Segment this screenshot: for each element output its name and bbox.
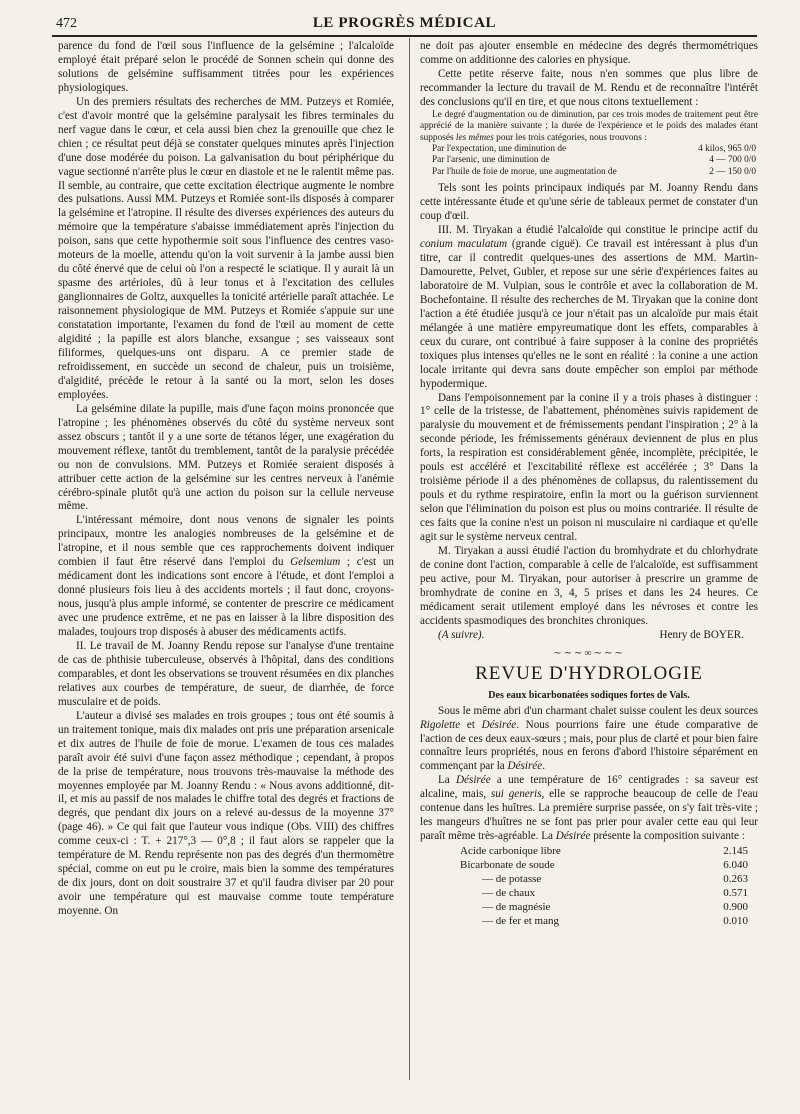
journal-title: LE PROGRÈS MÉDICAL <box>312 15 497 31</box>
paragraph: M. Tiryakan a aussi étudié l'action du bromhydrate et du chlorhydrate de conine dont l'action, comparable à celle de l'alcaloïde, est suffisamment peu active, pour M. Tiryakan, pour autoriser à prescrire un gramme de bromhydrate de conine en 3, 4, 5 prises et dans les 24 heures. Ce médicament serait utilement employé dans les névroses et contre les accidents spasmodiques des bronchites chroniques. <box>420 544 758 627</box>
results-row <box>420 155 758 166</box>
result-value: 4 kilos, 965 0/0 <box>698 143 756 154</box>
composition-value: 0.571 <box>723 887 748 900</box>
paragraph: L'auteur a divisé ses malades en trois groupes ; tous ont été soumis à un traitement tonique, mais dix malades ont pris une préparation arsenicale et dix autres de l'huile de foie de morue. L'examen de tous ces malades paraît avoir été suivi d'une façon assez méthodique ; cependant, à propos de la prise de température, nous trouvons très-mauvaise la méthode des moyennes employée par M. Joanny Rendu : « Nous avons additionné, dit-il, et mis au passif de nos malades le chiffre total des degrés et fractions de degrés, que pendant dix jours on a relevé au-dessus de la moyenne 37° (page 46). » Ce qui fait que l'auteur vous indique (Obs. VIII) des chiffres comme ceux-ci : T. + 217°,3 — 0°,8 ; il faut alors se rappeler que la température de M. Rendu représente non pas des degrés d'un thermomètre spécial, comme on eut pu le croire, mais bien la somme des températures de dix jours, dont on doit soustraire 37 et qu'il faudra diviser par 20 pour avoir une température qui est mauvaise comme toute température moyenne. On <box>58 709 394 918</box>
result-label: Par l'expectation, une diminution de <box>432 143 567 154</box>
composition-name: Bicarbonate de soude <box>460 859 555 872</box>
block-quote: Le degré d'augmentation ou de diminution, par ces trois modes de traitement peut être apprécié de la manière suivante ; la durée de l'expérience et le poids des malades étant supposés les mêmes pour les trois catégories, nous trouvons : <box>420 109 758 143</box>
left-column <box>58 40 394 919</box>
section-title: REVUE D'HYDROLOGIE <box>475 662 703 684</box>
composition-value: 0.900 <box>723 901 748 914</box>
composition-value: 2.145 <box>723 845 748 858</box>
to-follow-note: (A suivre). <box>438 628 485 641</box>
column-rule <box>409 38 410 1080</box>
result-label: Par l'huile de foie de morue, une augmentation de <box>432 166 617 177</box>
paragraph: Sous le même abri d'un charmant chalet suisse coulent les deux sources Rigolette et Désirée. Nous pourrions faire une étude comparative de l'action de ces deux eaux-sœurs ; mais, pour plus de clarté et pour bien faire connaître leurs propriétés, nous en ferons d'abord l'histoire séparément en commençant par la Désirée. <box>420 704 758 773</box>
running-head <box>52 14 757 36</box>
composition-row <box>420 858 758 872</box>
paragraph: parence du fond de l'œil sous l'influence de la gelsémine ; l'alcaloïde employé était préparé selon le procédé de Sonnen schein qui donne des solutions de gelsémine suffisamment titrées pour les expériences physiologiques. <box>58 40 394 94</box>
paragraph: ne doit pas ajouter ensemble en médecine des degrés thermométriques comme on additionne des calories en physique. <box>420 40 758 66</box>
result-value: 4 — 700 0/0 <box>709 155 756 166</box>
composition-name: Acide carbonique libre <box>460 845 561 858</box>
paragraph: L'intéressant mémoire, dont nous venons de signaler les points principaux, montre les analogies nombreuses de la gelsémine et de l'atropine, et il nous semble que ces rapprochements doivent indiquer combien il faut être réservé dans l'emploi du Gelsemium ; c'est un médicament dont les indications sont encore à l'étude, et dont l'emploi a donné plusieurs fois lieu à des accidents mortels ; il faut donc, croyons-nous, jusqu'à plus ample informé, se contenter de prescrire ce médicament avec une prudence extrême, et ne pas en laisser à la libre disposition des malades, toujours trop disposés à abuser des médicaments actifs. <box>58 514 394 639</box>
paragraph: La gelsémine dilate la pupille, mais d'une façon moins prononcée que l'atropine ; les phénomènes observés du côté du système nerveux sont assez obscurs ; tantôt il y a une sorte de tétanos léger, une exagération du mouvement réflexe, tantôt du tremblement, tantôt de la paralysie précédée ou non de convulsions. MM. Putzeys et Romiée seraient disposés à attribuer cette action de la gelsémine sur les centres nerveux à l'anémie cérébro-spinale plutôt qu'à une action du poison sur la cellule nerveuse même. <box>58 402 394 513</box>
paragraph: Tels sont les points principaux indiqués par M. Joanny Rendu dans cette intéressante étude et qu'une série de tableaux permet de constater d'un coup d'œil. <box>420 182 758 223</box>
ornament-separator: ∼∼∼∞∼∼∼ <box>553 647 625 659</box>
composition-value: 0.263 <box>723 873 748 886</box>
paragraph: La Désirée a une température de 16° centigrades : sa saveur est alcaline, mais, sui generis, elle se rapproche beaucoup de celle de l'eau contenue dans les huîtres. La première surprise passée, on s'y fait très-vite ; les mangeurs d'huîtres ne se font pas prier pour avaler cette eau qui leur paraît même très-agréable. La Désirée présente la composition suivante : <box>420 774 758 843</box>
signature-line <box>420 629 758 643</box>
results-table <box>420 144 758 178</box>
composition-row <box>420 844 758 858</box>
results-row <box>420 144 758 155</box>
results-row <box>420 167 758 178</box>
result-value: 2 — 150 0/0 <box>709 166 756 177</box>
composition-name: — de fer et mang <box>482 915 559 928</box>
composition-table <box>420 844 758 928</box>
right-column <box>420 40 758 928</box>
composition-name: — de potasse <box>482 873 542 886</box>
page-number: 472 <box>56 16 77 31</box>
composition-name: — de chaux <box>482 887 536 900</box>
composition-row <box>420 914 758 928</box>
composition-row <box>420 900 758 914</box>
composition-value: 6.040 <box>723 859 748 872</box>
header-rule <box>52 35 757 37</box>
result-label: Par l'arsenic, une diminution de <box>432 155 550 166</box>
paragraph: Dans l'empoisonnement par la conine il y a trois phases à distinguer : 1° celle de la tristesse, de l'abattement, phénomènes suivis rapidement de paralysie du mouvement et de frémissements pendant l'inspiration ; 2° à la seconde période, les frémissements généraux deviennent de plus en plus forts, la respiration est considérablement gênée, incomplète, précipitée, le pouls est accéléré et l'excitabilité réflexe est accélérée ; 3° Dans la troisième période il a des phénomènes de collapsus, du ralentissement du pouls et du rythme respiratoire, enfin la mort ou la guérison surviennent selon que l'élimination du poison est plus ou moins contrariée. Il résulte de ces faits que la conine n'est un poison ni musculaire ni cardiaque et qu'elle agit sur le système nerveux central. <box>420 391 758 544</box>
paragraph: II. Le travail de M. Joanny Rendu repose sur l'analyse d'une trentaine de cas de phthisie tuberculeuse, observés à l'hôpital, dans des conditions comparables, et dont les observations se trouvent résumées en dix planches relatives aux courbes de température, de sueur, de diarrhée, de force musculaire et de poids. <box>58 639 394 708</box>
section-subhead: Des eaux bicarbonatées sodiques fortes de Vals. <box>488 689 690 701</box>
composition-row <box>420 872 758 886</box>
paragraph: III. M. Tiryakan a étudié l'alcaloïde qui constitue le principe actif du conium maculatum (grande ciguë). Ce travail est intéressant à plus d'un titre, car il contredit quelques-unes des assertions de MM. Martin-Damourette, Pelvet, Gubler, et repose sur une série d'expériences faites au laboratoire de M. Vulpian, sous le contrôle et avec la collaboration de M. Bochefontaine. Il résulte des recherches de M. Tiryakan que la conine dont l'action a été étudiée jusqu'à ce jour n'était pas un alcaloïde pur mais était mélangée à une matière empyreumatique dont les effets, comparables à ceux du curare, ont contribué à faire supposer à la conine des propriétés toxiques plus intenses qu'elles ne le sont en réalité : la conine a une action locale irritante qui devra sans doute empêcher son emploi par méthode hypodermique. <box>420 224 758 390</box>
composition-name: — de magnésie <box>482 901 551 914</box>
paragraph: Cette petite réserve faite, nous n'en sommes que plus libre de recommander la lecture du travail de M. Rendu et de reconnaître l'intérêt des conclusions qu'il en tire, et que nous citons textuellement : <box>420 67 758 108</box>
author-signature: Henry de BOYER. <box>659 628 744 641</box>
composition-value: 0.010 <box>723 915 748 928</box>
paragraph: Un des premiers résultats des recherches de MM. Putzeys et Romiée, c'est d'avoir montré que la gelsémine paralysait les fibres terminales du nerf vague dans le cœur, et cela aussi bien chez la grenouille que chez le chien ; ce résultat peut déjà se constater quelques minutes après l'injection d'une dose modérée du poison. La galvanisation du bout périphérique du vague sectionné n'arrête plus le cœur en diastole et ne le ralentit même pas. Il semble, au contraire, que cette excitation électrique augmente le nombre des pulsations. Aussi MM. Putzeys et Romiée sont-ils disposés à comparer la gelsémine et l'atropine. Il résulte des diverses expériences des auteurs du mémoire que la température s'abaisse immédiatement après l'injection du poison, sans que cette hypothermie soit sous l'influence des centres vaso-moteurs de la moelle, attendu qu'on la voit survenir à la jambe aussi bien du côté énervé que de celui où l'on a respecté le sciatique. Il y aurait là un spasme des artérioles, dû à leur tonus et à l'excitation des cellules ganglionnaires de Goltz, auxquelles la tonicité artérielle paraît attachée. Le raisonnement physiologique de MM. Putzeys et Romiée s'appuie sur une constatation importante, l'examen du fond de l'œil au moment de cette algidité ; la papille est alors blanche, exsangue ; ses vaisseaux sont filiformes, quelques-uns ont disparu. A ce premier stade de refroidissement, en succède un second de chaleur, puis un troisième, d'algidité, précède le retour à la santé ou la mort, selon les doses employées. <box>58 95 394 401</box>
composition-row <box>420 886 758 900</box>
